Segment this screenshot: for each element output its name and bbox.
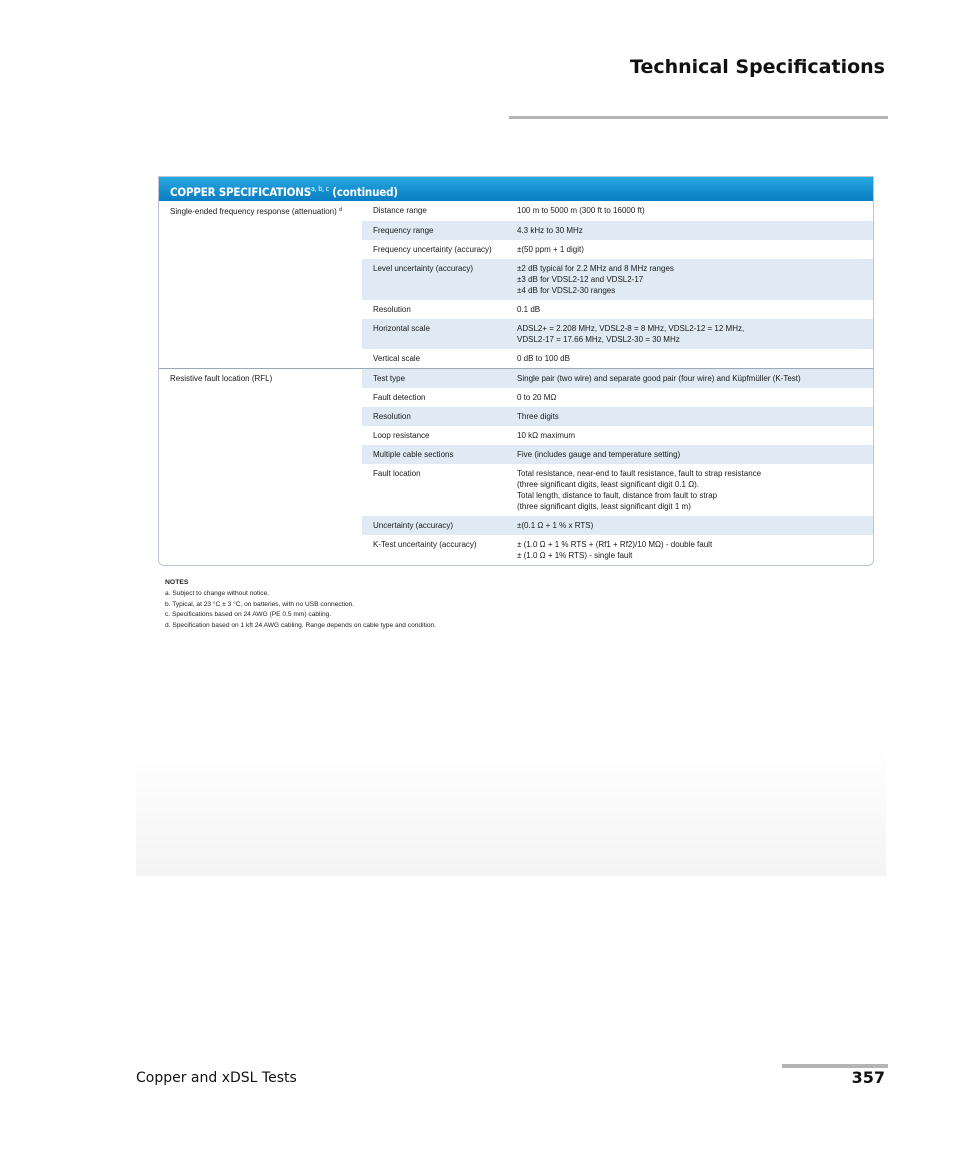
spec-value-line: ADSL2+ = 2.208 MHz, VDSL2-8 = 8 MHz, VDSL2-12 = 12 MHz, xyxy=(517,324,745,333)
table-row xyxy=(159,240,873,259)
spec-value xyxy=(517,516,873,535)
spec-value-line: ±(0.1 Ω + 1 % x RTS) xyxy=(517,521,594,530)
spec-value-line: ±2 dB typical for 2.2 MHz and 8 MHz ranges xyxy=(517,264,674,273)
page-number: 357 xyxy=(851,1068,885,1087)
spec-value xyxy=(517,445,873,464)
spec-category-label: Single-ended frequency response (attenuation) xyxy=(170,207,337,216)
spec-category xyxy=(159,516,362,535)
spec-value xyxy=(517,221,873,240)
spec-value xyxy=(517,407,873,426)
spec-value-line: ± (1.0 Ω + 1 % RTS + (Rf1 + Rf2)/10 MΩ) - double fault xyxy=(517,540,713,549)
spec-value-line: (three significant digits, least significant digit 0.1 Ω). xyxy=(517,480,700,489)
spec-value xyxy=(517,319,873,349)
spec-value-line: 10 kΩ maximum xyxy=(517,431,575,440)
table-row xyxy=(159,535,873,565)
spec-parameter: Frequency range xyxy=(362,221,517,240)
spec-category xyxy=(159,259,362,300)
spec-value-line: 100 m to 5000 m (300 ft to 16000 ft) xyxy=(517,206,645,215)
spec-value-line: Five (includes gauge and temperature setting) xyxy=(517,450,681,459)
background-fade xyxy=(136,745,886,876)
footer-section-title: Copper and xDSL Tests xyxy=(136,1070,297,1086)
spec-category xyxy=(159,240,362,259)
spec-value-line: ±3 dB for VDSL2-12 and VDSL2-17 xyxy=(517,275,644,284)
spec-value-line: Three digits xyxy=(517,412,559,421)
table-row xyxy=(159,201,873,221)
spec-category xyxy=(159,407,362,426)
table-row xyxy=(159,426,873,445)
spec-parameter: Vertical scale xyxy=(373,354,421,363)
spec-value-line: 0.1 dB xyxy=(517,305,541,314)
table-header xyxy=(159,177,873,201)
page-title: Technical Specifications xyxy=(630,56,885,78)
spec-value xyxy=(517,464,873,516)
spec-value-line: 4.3 kHz to 30 MHz xyxy=(517,226,583,235)
spec-value-line: ±4 dB for VDSL2-30 ranges xyxy=(517,286,616,295)
spec-parameter: Level uncertainty (accuracy) xyxy=(362,259,517,300)
notes xyxy=(165,578,436,632)
table-row xyxy=(159,259,873,300)
spec-parameter: K-Test uncertainty (accuracy) xyxy=(373,540,477,549)
note-item: a. Subject to change without notice. xyxy=(165,589,270,597)
spec-category xyxy=(159,535,362,565)
table-row xyxy=(159,349,873,369)
spec-category xyxy=(159,300,362,319)
spec-parameter: Fault location xyxy=(373,469,421,478)
spec-value xyxy=(517,426,873,445)
spec-category xyxy=(159,201,362,221)
table-row xyxy=(159,516,873,535)
spec-value xyxy=(517,300,873,319)
notes-title: NOTES xyxy=(165,579,189,586)
spec-value-line: Single pair (two wire) and separate good pair (four wire) and Küpfmüller (K-Test) xyxy=(517,374,801,383)
spec-parameter: Distance range xyxy=(373,206,427,215)
spec-value-line: ±(50 ppm + 1 digit) xyxy=(517,245,584,254)
spec-parameter: Uncertainty (accuracy) xyxy=(362,516,517,535)
table-row xyxy=(159,221,873,240)
spec-value xyxy=(517,349,873,369)
spec-value-line: ± (1.0 Ω + 1% RTS) - single fault xyxy=(517,551,633,560)
table-row xyxy=(159,319,873,349)
table-row xyxy=(159,300,873,319)
spec-category xyxy=(159,464,362,516)
spec-value-line: 0 to 20 MΩ xyxy=(517,393,557,402)
spec-value-line: (three significant digits, least significant digit 1 m) xyxy=(517,502,691,511)
spec-parameter: Loop resistance xyxy=(373,431,430,440)
spec-parameter: Resolution xyxy=(373,305,411,314)
note-item: c. Specifications based on 24 AWG (PE 0.5 mm) cabling. xyxy=(165,611,332,619)
spec-parameter: Resolution xyxy=(362,407,517,426)
spec-category xyxy=(159,349,362,369)
table-title-footnotes: a, b, c xyxy=(310,185,329,193)
spec-parameter: Fault detection xyxy=(373,393,426,402)
spec-value xyxy=(517,535,873,565)
spec-value xyxy=(517,388,873,407)
spec-category xyxy=(159,221,362,240)
spec-value xyxy=(517,259,873,300)
copper-specifications-table xyxy=(158,176,874,566)
spec-category xyxy=(159,445,362,464)
spec-parameter: Test type xyxy=(362,369,517,389)
spec-parameter: Multiple cable sections xyxy=(362,445,517,464)
note-item: d. Specification based on 1 kft 24 AWG cabling. Range depends on cable type and condition. xyxy=(165,622,437,630)
table-title-suffix: (continued) xyxy=(332,185,398,199)
spec-value-line: Total length, distance to fault, distance from fault to strap xyxy=(517,491,718,500)
spec-category xyxy=(159,319,362,349)
spec-value-line: VDSL2-17 = 17.66 MHz, VDSL2-30 = 30 MHz xyxy=(517,335,680,344)
table-title: COPPER SPECIFICATIONS xyxy=(170,185,311,199)
spec-value-line: Total resistance, near-end to fault resistance, fault to strap resistance xyxy=(517,469,762,478)
spec-category xyxy=(159,388,362,407)
table-row xyxy=(159,369,873,389)
note-item: b. Typical, at 23 °C ± 3 °C, on batteries, with no USB connection. xyxy=(165,600,355,608)
table-row xyxy=(159,445,873,464)
spec-category-label: Resistive fault location (RFL) xyxy=(170,374,273,383)
spec-parameter: Horizontal scale xyxy=(362,319,517,349)
footnote-marker: d xyxy=(339,207,343,213)
spec-value xyxy=(517,240,873,259)
spec-category xyxy=(159,426,362,445)
title-rule xyxy=(509,116,888,119)
spec-rows xyxy=(159,201,873,565)
table-row xyxy=(159,388,873,407)
spec-parameter: Frequency uncertainty (accuracy) xyxy=(373,245,492,254)
spec-value-line: 0 dB to 100 dB xyxy=(517,354,570,363)
table-row xyxy=(159,464,873,516)
spec-value xyxy=(517,369,873,389)
spec-category xyxy=(159,369,362,389)
notes-list xyxy=(165,589,436,632)
table-row xyxy=(159,407,873,426)
spec-value xyxy=(517,201,873,221)
